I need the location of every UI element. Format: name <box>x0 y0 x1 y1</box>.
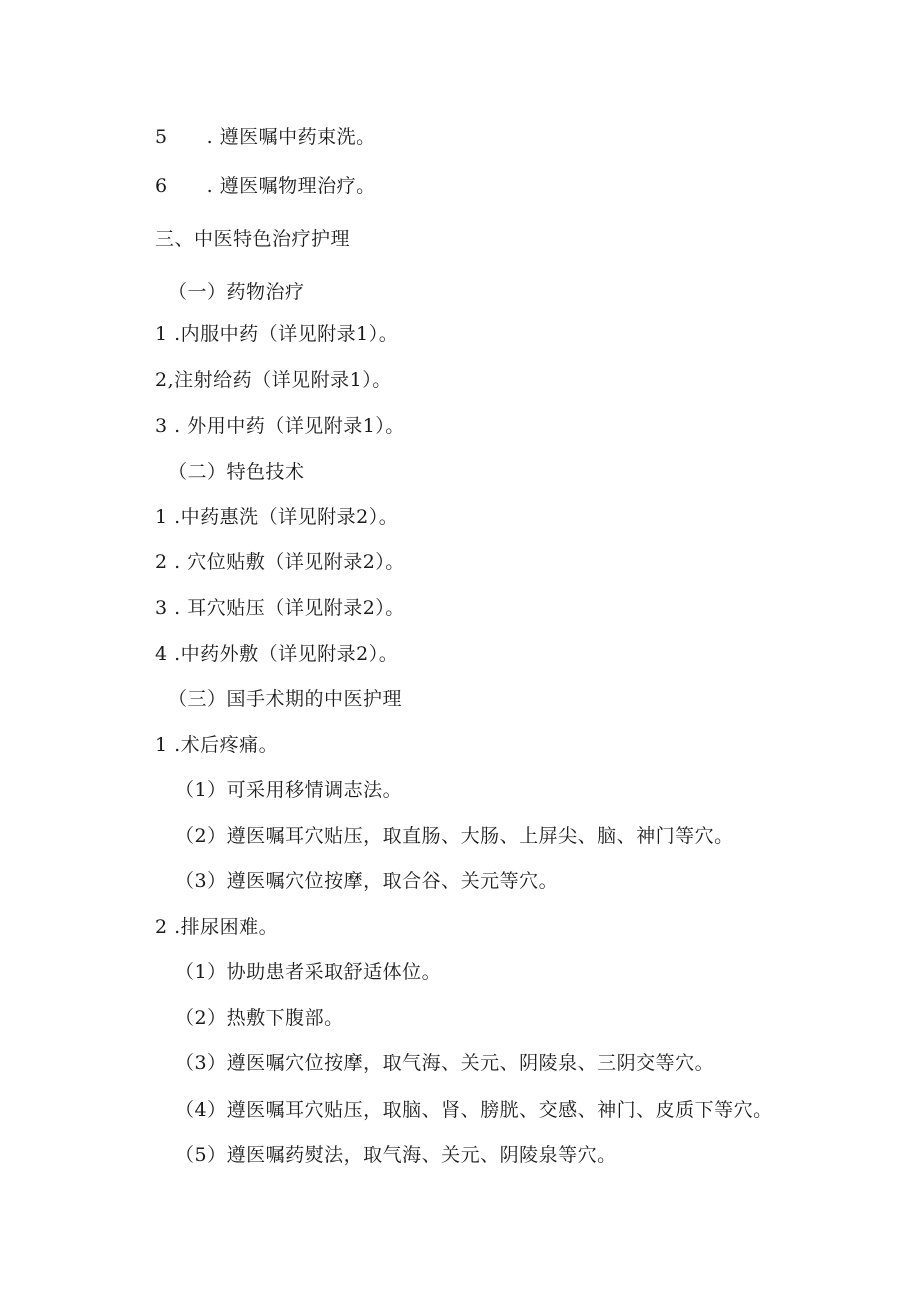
sub-list-item: （2）热敷下腹部。 <box>175 1007 344 1029</box>
list-item-6: 6 . 遵医嘱物理治疗。 <box>155 175 376 197</box>
list-item: 1 .中药惠洗（详见附录2）。 <box>155 506 399 528</box>
sub-list-item: （4）遵医嘱耳穴贴压，取脑、肾、膀胱、交感、神门、皮质下等穴。 <box>175 1099 773 1121</box>
sub-list-item: （1）协助患者采取舒适体位。 <box>175 961 442 983</box>
list-item: 1 .术后疼痛。 <box>155 734 279 756</box>
list-item: 3 . 耳穴贴压（详见附录2）。 <box>155 597 405 619</box>
list-item: 1 .内服中药（详见附录1）。 <box>155 323 399 345</box>
subsection-heading-2: （二）特色技术 <box>168 461 305 483</box>
list-item-5: 5 . 遵医嘱中药束洗。 <box>155 126 376 148</box>
list-item: 4 .中药外敷（详见附录2）。 <box>155 643 399 665</box>
list-item: 2,注射给药（详见附录1）。 <box>155 369 392 391</box>
sub-list-item: （3）遵医嘱穴位按摩，取合谷、关元等穴。 <box>175 870 559 892</box>
sub-list-item: （1）可采用移情调志法。 <box>175 779 403 801</box>
subsection-heading-1: （一）药物治疗 <box>168 281 305 303</box>
subsection-heading-3: （三）国手术期的中医护理 <box>168 688 403 710</box>
sub-list-item: （3）遵医嘱穴位按摩，取气海、关元、阴陵泉、三阴交等穴。 <box>175 1052 715 1074</box>
section-heading-3: 三、中医特色治疗护理 <box>155 228 351 250</box>
sub-list-item: （5）遵医嘱药熨法，取气海、关元、阴陵泉等穴。 <box>175 1144 617 1166</box>
list-item: 2 . 穴位贴敷（详见附录2）。 <box>155 551 405 573</box>
sub-list-item: （2）遵医嘱耳穴贴压，取直肠、大肠、上屏尖、脑、神门等穴。 <box>175 825 734 847</box>
list-item: 3 . 外用中药（详见附录1）。 <box>155 415 405 437</box>
list-item: 2 .排尿困难。 <box>155 916 279 938</box>
